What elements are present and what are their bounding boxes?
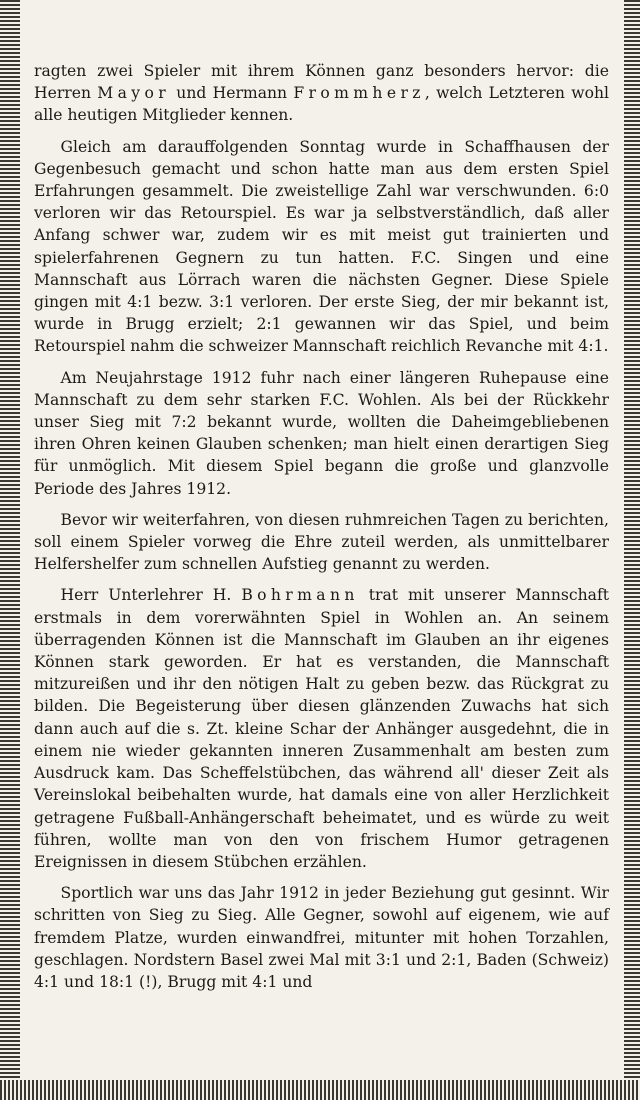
spaced-name: Frommherz <box>293 84 425 103</box>
paragraph <box>34 509 609 576</box>
scan-edge-left <box>0 0 20 1100</box>
paragraph <box>34 882 609 993</box>
text-run: Herr Unterlehrer H. <box>60 586 242 605</box>
text-run: Bevor wir weiterfahren, von diesen ruhmreichen Tagen zu berichten, soll einem Spieler vorweg die Ehre zuteil werden, als unmittelbarer Helfershelfer zum schnellen Aufstieg genannt zu werden. <box>34 510 609 574</box>
scan-edge-bottom <box>0 1080 640 1100</box>
text-run: Am Neujahrstage 1912 fuhr nach einer längeren Ruhepause eine Mannschaft zu dem sehr starken F.C. Wohlen. Als bei der Rückkehr unser Sieg mit 7:2 bekannt wurde, wollten die Daheimgebliebenen ihren Ohren keinen Glauben schenken; man hielt einen derartigen Sieg für unmöglich. Mit diesem Spiel begann die große und glanzvolle Periode des Jahres 1912. <box>34 368 609 498</box>
text-run: , welch Letzteren wohl alle heutigen Mitglieder kennen. <box>34 84 609 125</box>
text-run: ragten zwei Spieler mit ihrem Können ganz besonders hervor: die Herren <box>34 62 609 103</box>
paragraph <box>34 60 609 127</box>
paragraph <box>34 584 609 873</box>
scan-edge-right <box>624 0 640 1100</box>
text-run: trat mit unserer Mannschaft erstmals in dem vorerwähnten Spiel in Wohlen an. An seinem überragenden Können ist die Mannschaft im Glauben an ihr eigenes Können stark geworden. Er hat es verstanden, die Mannschaft mitzureißen und ihr den nötigen Halt zu geben bezw. das Rückgrat zu bilden. Die Begeisterung über diesen glänzenden Zuwachs hat sich dann auch auf die s. Zt. kleine Schar der Anhänger ausgedehnt, die in einem nie wieder gekannten inneren Zusammenhalt am besten zum Ausdruck kam. Das Scheffelstübchen, das während all' dieser Zeit als Vereinslokal beibehalten wurde, hat damals eine von aller Herzlichkeit getragene Fußball-Anhängerschaft beheimatet, und es würde zu weit führen, wollte man von den von frischem Humor getragenen Ereignissen in diesem Stübchen erzählen. <box>34 586 609 871</box>
spaced-name: Mayor <box>97 84 171 103</box>
spaced-name: Bohrmann <box>241 586 359 605</box>
text-run: Gleich am darauffolgenden Sonntag wurde in Schaffhausen der Gegenbesuch gemacht und schon hatte man aus dem ersten Spiel Erfahrungen gesammelt. Die zweistellige Zahl war verschwunden. 6:0 verloren wir das Retourspiel. Es war ja selbstverständlich, daß aller Anfang schwer war, zudem wir es mit meist gut trainierten und spielerfahrenen Gegnern zu tun hatten. F.C. Singen und eine Mannschaft aus Lörrach waren die nächsten Gegner. Diese Spiele gingen mit 4:1 bezw. 3:1 verloren. Der erste Sieg, der mir bekannt ist, wurde in Brugg erzielt; 2:1 gewannen wir das Spiel, und beim Retourspiel nahm die schweizer Mannschaft reichlich Revanche mit 4:1. <box>34 137 609 356</box>
paragraph <box>34 136 609 358</box>
paragraph <box>34 367 609 500</box>
text-run: und Hermann <box>170 84 294 103</box>
page-text-body <box>34 60 609 1002</box>
text-run: Sportlich war uns das Jahr 1912 in jeder Beziehung gut gesinnt. Wir schritten von Sieg zu Sieg. Alle Gegner, sowohl auf eigenem, wie auf fremdem Platze, wurden einwandfrei, mitunter mit hohen Torzahlen, geschlagen. Nordstern Basel zwei Mal mit 3:1 und 2:1, Baden (Schweiz) 4:1 und 18:1 (!), Brugg mit 4:1 und <box>34 884 609 991</box>
